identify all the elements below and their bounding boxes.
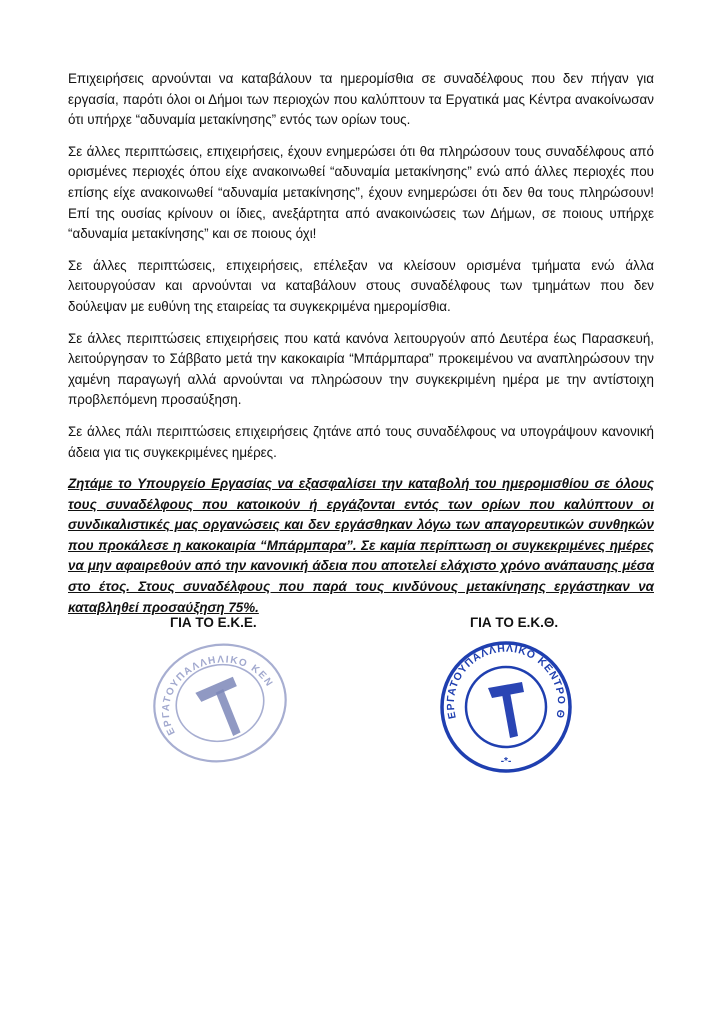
document-body	[68, 69, 654, 629]
paragraph-5: Σε άλλες πάλι περιπτώσεις επιχειρήσεις ζητάνε από τους συναδέλφους να υπογράψουν κανονική άδεια για τις συγκεκριμένες ημέρες.	[68, 423, 654, 460]
paragraph-4: Σε άλλες περιπτώσεις επιχειρήσεις που κατά κανόνα λειτουργούν από Δευτέρα έως Παρασκευή, λειτούργησαν το Σάββατο μετά την κακοκαιρία “Μπάρμπαρα” προκειμένου να αναπληρώσουν την χαμένη παραγωγή αλλά αρνούνται να πληρώσουν την συγκεκριμένη ημέρα με την αντίστοιχη προβλεπόμενη προσαύξηση.	[68, 330, 654, 408]
stamp-eke	[130, 628, 310, 778]
demand-paragraph: Ζητάμε το Υπουργείο Εργασίας να εξασφαλίσει την καταβολή του ημερομισθίου σε όλους τους συναδέλφους που κατοικούν ή εργάζονται εντός των ορίων που καλύπτουν οι συνδικαλιστικές μας οργανώσεις και δεν εργάσθηκαν λόγω των απαγορευτικών συνθηκών που προκάλεσε η κακοκαιρία “Μπάρμπαρα”. Σε καμία περίπτωση οι συγκεκριμένες ημέρες να μην αφαιρεθούν από την κανονική άδεια που αποτελεί ελάχιστο χρόνο ανάπαυσης μέσα στο έτος. Στους συναδέλφους που παρά τους κινδύνους μετακίνησης εργάστηκαν να καταβληθεί προσαύξηση 75%.	[68, 476, 654, 615]
paragraph-2: Σε άλλες περιπτώσεις, επιχειρήσεις, έχουν ενημερώσει ότι θα πληρώσουν τους συναδέλφους από ορισμένες περιοχές όπου είχε ανακοινωθεί “αδυναμία μετακίνησης” ενώ από άλλες περιοχές που επίσης είχε ανακοινωθεί “αδυναμία μετακίνησης”, έχουν ενημερώσει ότι δεν θα τους πληρώσουν! Επί της ουσίας κρίνουν οι ίδιες, ανεξάρτητα από ανακοινώσεις των Δήμων, σε ποιους υπήρχε “αδυναμία μετακίνησης” και σε ποιους όχι!	[68, 143, 654, 242]
stamp-eke-graphic	[130, 628, 310, 778]
stamp-ekth	[432, 640, 580, 774]
svg-text:-*-: -*-	[500, 756, 512, 767]
paragraph-3: Σε άλλες περιπτώσεις, επιχειρήσεις, επέλεξαν να κλείσουν ορισμένα τμήματα ενώ άλλα λειτουργούσαν και αρνούνται να καταβάλουν στους συναδέλφους των τμημάτων που δεν δούλεψαν με ευθύνη της εταιρείας τα συγκεκριμένα ημερομίσθια.	[68, 257, 654, 314]
hammer-icon	[488, 682, 524, 738]
svg-text:ΕΡΓΑΤΟΥΠΑΛΛΗΛΙΚΟ ΚΕΝΤΡΟ ΕΥΒΟΙΑ: ΕΡΓΑΤΟΥΠΑΛΛΗΛΙΚΟ ΚΕΝΤΡΟ	[160, 654, 275, 737]
stamp-ekth-graphic	[432, 640, 580, 774]
hammer-icon	[194, 676, 247, 741]
signature-label-eke: ΓΙΑ ΤΟ Ε.Κ.Ε.	[170, 615, 257, 630]
svg-text:ΕΡΓΑΤΟΥΠΑΛΛΗΛΙΚΟ ΚΕΝΤΡΟ ΘΗΒΑΣ: ΕΡΓΑΤΟΥΠΑΛΛΗΛΙΚΟ ΚΕΝΤΡΟ Θ	[444, 642, 568, 720]
signature-label-ekth: ΓΙΑ ΤΟ Ε.Κ.Θ.	[470, 615, 559, 630]
paragraph-1: Επιχειρήσεις αρνούνται να καταβάλουν τα ημερομίσθια σε συναδέλφους που δεν πήγαν για εργασία, παρότι όλοι οι Δήμοι των περιοχών που καλύπτουν τα Εργατικά μας Κέντρα ανακοίνωσαν ότι υπήρχε “αδυναμία μετακίνησης” εντός των ορίων τους.	[68, 71, 654, 128]
